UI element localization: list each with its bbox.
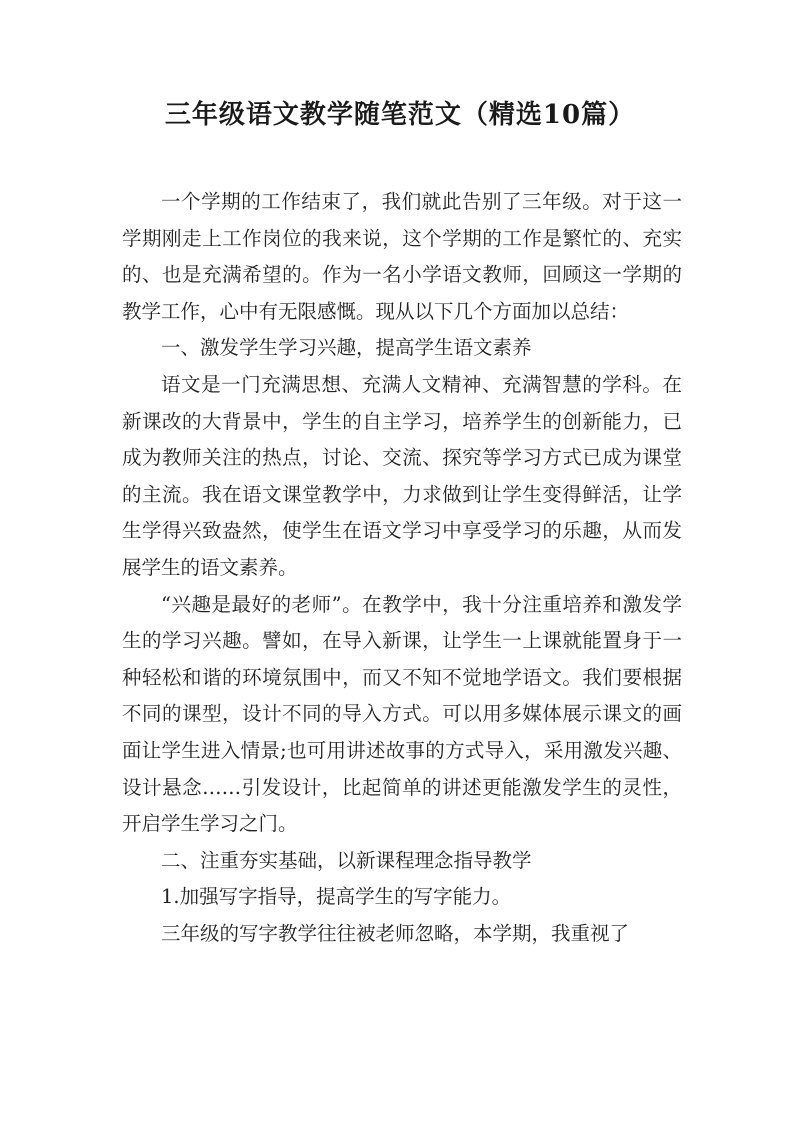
document-title: 三年级语文教学随笔范文（精选10篇） bbox=[164, 100, 636, 130]
section-heading-1: 一、激发学生学习兴趣，提高学生语文素养 bbox=[161, 336, 532, 360]
paragraph-interest: “兴趣是最好的老师”。在教学中，我十分注重培养和激发学生的学习兴趣。譬如，在导入新课，让学生一上课就能置身于一种轻松和谐的环境氛围中，而又不知不觉地学语文。我们要根据不同的课型，设计不同的导入方式。可以用多媒体展示课文的画面让学生进入情景;也可用讲述故事的方式导入，采用激发兴趣、设计悬念……引发设计，比起简单的讲述更能激发学生的灵性，开启学生学习之门。 bbox=[122, 592, 682, 836]
document-body bbox=[122, 184, 682, 952]
paragraph-writing: 三年级的写字教学往往被老师忽略，本学期，我重视了 bbox=[161, 921, 630, 945]
subheading-writing: 1.加强写字指导，提高学生的写字能力。 bbox=[161, 885, 512, 909]
paragraph-intro: 一个学期的工作结束了，我们就此告别了三年级。对于这一学期刚走上工作岗位的我来说，这个学期的工作是繁忙的、充实的、也是充满希望的。作为一名小学语文教师，回顾这一学期的教学工作，心中有无限感慨。现从以下几个方面加以总结： bbox=[122, 190, 682, 323]
paragraph-chinese-subject: 语文是一门充满思想、充满人文精神、充满智慧的学科。在新课改的大背景中，学生的自主学习，培养学生的创新能力，已成为教师关注的热点，讨论、交流、探究等学习方式已成为课堂的主流。我在语文课堂教学中，力求做到让学生变得鲜活，让学生学得兴致盎然，使学生在语文学习中享受学习的乐趣，从而发展学生的语文素养。 bbox=[122, 372, 682, 579]
section-heading-2: 二、注重夯实基础，以新课程理念指导教学 bbox=[161, 848, 532, 872]
